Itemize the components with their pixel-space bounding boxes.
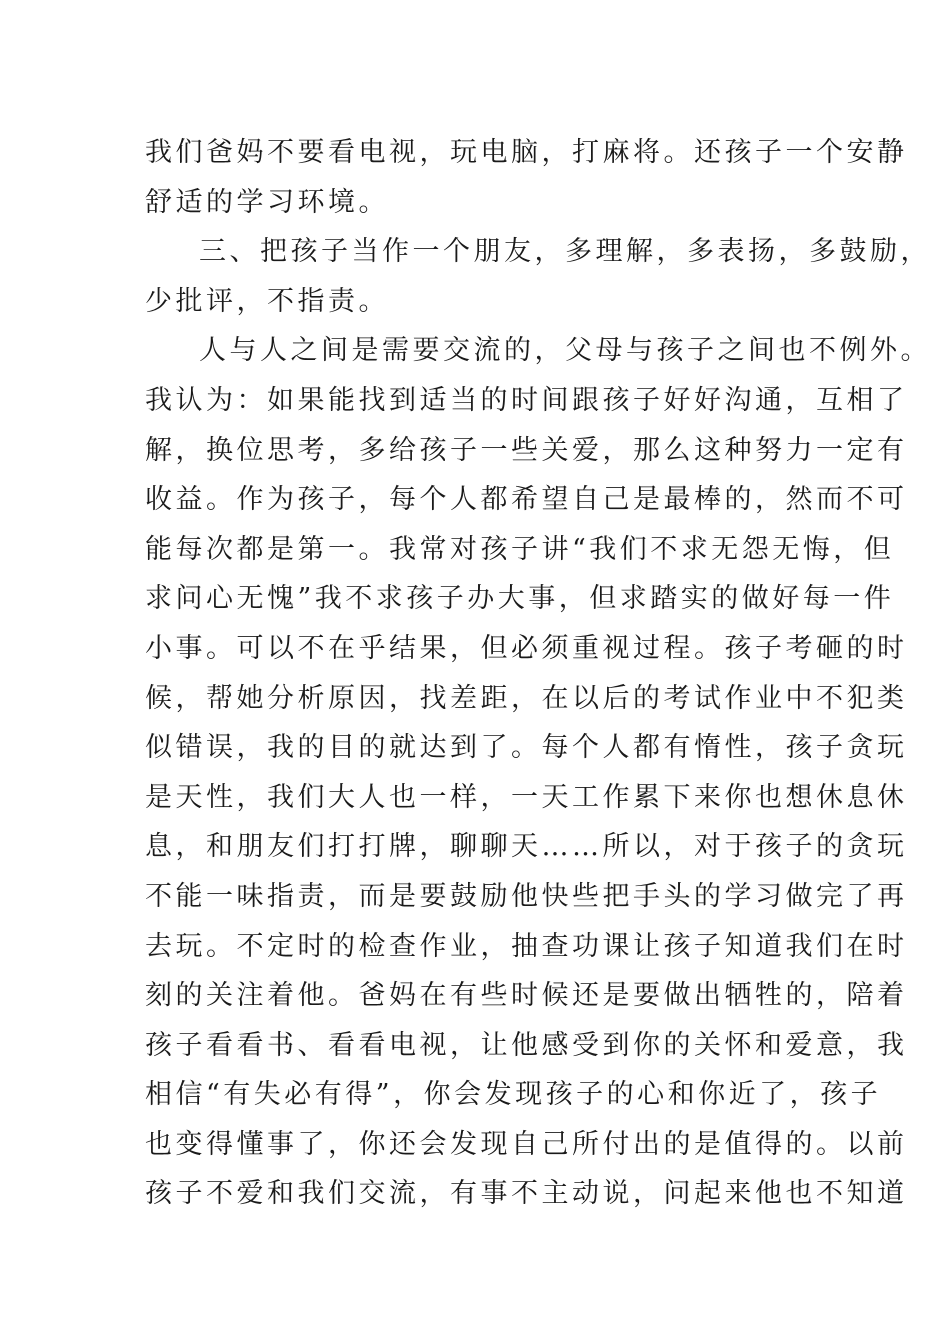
document-page bbox=[145, 128, 931, 1219]
text-line: 少批评，不指责。 bbox=[145, 285, 389, 317]
text-line: 孩子不爱和我们交流，有事不主动说，问起来他也不知道 bbox=[145, 1178, 908, 1210]
text-line: 收益。作为孩子，每个人都希望自己是最棒的，然而不可 bbox=[145, 484, 908, 516]
text-line: 刻的关注着他。爸妈在有些时候还是要做出牺牲的，陪着 bbox=[145, 980, 908, 1012]
text-line: 我认为：如果能找到适当的时间跟孩子好好沟通，互相了 bbox=[145, 384, 908, 416]
text-line: 是天性，我们大人也一样，一天工作累下来你也想休息休 bbox=[145, 781, 908, 813]
text-line: 去玩。不定时的检查作业，抽查功课让孩子知道我们在时 bbox=[145, 930, 908, 962]
text-line: 不能一味指责，而是要鼓励他快些把手头的学习做完了再 bbox=[145, 880, 908, 912]
text-line: 也变得懂事了，你还会发现自己所付出的是值得的。以前 bbox=[145, 1128, 908, 1160]
text-line: 似错误，我的目的就达到了。每个人都有惰性，孩子贪玩 bbox=[145, 732, 908, 764]
paragraph-continuation bbox=[145, 128, 908, 227]
text-line: 我们爸妈不要看电视，玩电脑，打麻将。还孩子一个安静 bbox=[145, 137, 908, 168]
text-line: 解，换位思考，多给孩子一些关爱，那么这种努力一定有 bbox=[145, 434, 908, 466]
text-line: 舒适的学习环境。 bbox=[145, 186, 389, 218]
text-line: 孩子看看书、看看电视，让他感受到你的关怀和爱意，我 bbox=[145, 1029, 908, 1061]
text-line: 相信“有失必有得”，你会发现孩子的心和你近了，孩子 bbox=[145, 1079, 882, 1111]
paragraph-body bbox=[145, 326, 931, 1219]
text-line: 小事。可以不在乎结果，但必须重视过程。孩子考砸的时 bbox=[145, 632, 908, 664]
text-line: 候，帮她分析原因，找差距，在以后的考试作业中不犯类 bbox=[145, 682, 908, 714]
text-line: 人与人之间是需要交流的，父母与孩子之间也不例外。 bbox=[199, 335, 931, 367]
text-line: 能每次都是第一。我常对孩子讲“我们不求无怨无悔，但 bbox=[145, 533, 895, 565]
text-line: 求问心无愧”我不求孩子办大事，但求踏实的做好每一件 bbox=[145, 583, 895, 615]
text-line: 息，和朋友们打打牌，聊聊天……所以，对于孩子的贪玩 bbox=[145, 831, 908, 863]
text-line: 三、把孩子当作一个朋友，多理解，多表扬，多鼓励， bbox=[199, 236, 931, 268]
paragraph-heading-three bbox=[145, 227, 931, 326]
